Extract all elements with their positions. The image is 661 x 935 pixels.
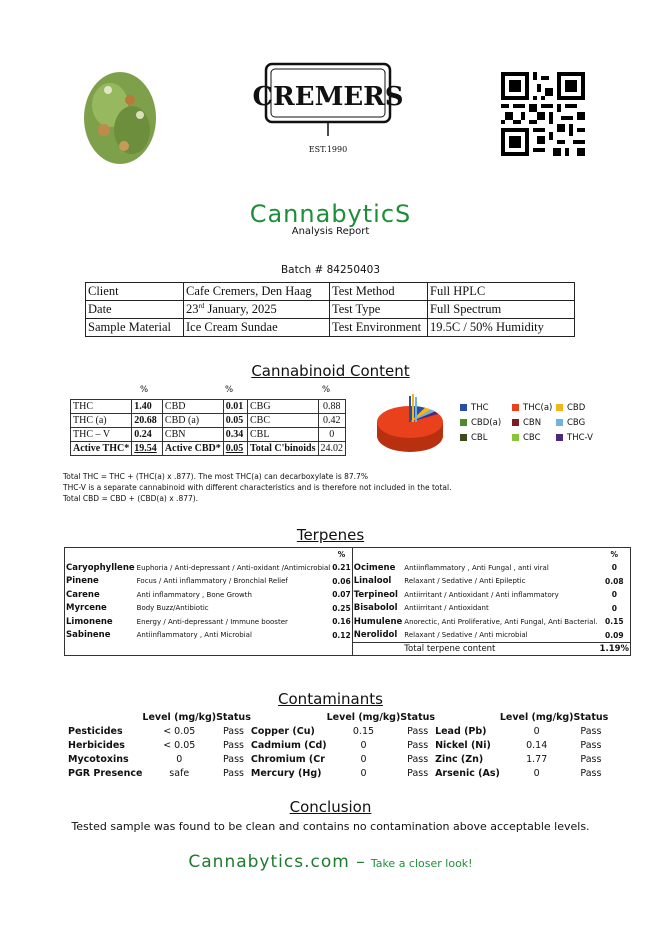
brand-subtitle: Analysis Report <box>291 226 370 237</box>
cb-value: 0 <box>318 428 346 442</box>
contaminant-name: Chromium (Cr <box>250 753 325 765</box>
pct-label: % <box>225 385 234 395</box>
terpene-name: Carene <box>65 588 136 602</box>
terpene-name: Sabinene <box>65 629 136 643</box>
col-header: Status <box>400 711 436 723</box>
table-row <box>65 548 631 562</box>
terpene-effect: Antiinflammatory , Anti Fungal , anti viral <box>404 563 549 572</box>
info-value: Full HPLC <box>428 283 575 301</box>
cb-name: CBC <box>247 414 318 428</box>
terpene-value: 0.06 <box>331 575 352 589</box>
terpene-value: 0.12 <box>331 629 352 643</box>
terpene-name: Terpineol <box>353 589 398 600</box>
info-label: Sample Material <box>86 319 184 337</box>
note-line: THC-V is a separate cannabinoid with different characteristics and is therefore not included in the total. <box>63 483 452 492</box>
legend-item <box>512 418 541 428</box>
legend-item <box>556 433 593 443</box>
terpene-value: 0.16 <box>331 615 352 629</box>
cb-name: Active THC* <box>71 442 132 456</box>
col-header: Status <box>216 711 251 723</box>
contaminant-name: Copper (Cu) <box>250 725 315 737</box>
date-rest: January, 2025 <box>204 302 277 316</box>
table-row <box>68 752 608 766</box>
info-value: Ice Cream Sundae <box>184 319 330 337</box>
info-label: Test Method <box>330 283 428 301</box>
terpene-value: 0 <box>599 588 631 602</box>
note-line: Total CBD = CBD + (CBD(a) x .877). <box>63 494 199 503</box>
table-row <box>86 319 575 337</box>
contaminant-name: Herbicides <box>68 739 125 751</box>
terpene-name: Myrcene <box>65 602 136 616</box>
contaminant-status: Pass <box>407 753 429 765</box>
cb-name: CBN <box>162 428 223 442</box>
cannabinoid-table <box>70 399 346 456</box>
cb-value: 0.05 <box>223 414 247 428</box>
col-header: Level (mg/kg) <box>499 711 574 723</box>
legend-label: CBC <box>523 433 541 443</box>
cannabinoid-heading: Cannabinoid Content <box>251 362 410 380</box>
contaminant-status: Pass <box>580 725 602 737</box>
terpene-value: 0.25 <box>331 602 352 616</box>
terpene-effect: Relaxant / Sedative / Anti Epileptic <box>404 577 526 586</box>
legend-label: THC-V <box>567 433 593 443</box>
contaminants-table <box>68 710 608 780</box>
terpene-effect: Antiinflammatory , Anti Microbial <box>136 631 252 640</box>
terpene-name: Limonene <box>65 615 136 629</box>
contaminant-status: Pass <box>222 739 244 751</box>
table-row <box>65 615 631 629</box>
info-label: Client <box>86 283 184 301</box>
table-row <box>86 283 575 301</box>
terpene-name: Pinene <box>65 575 136 589</box>
legend-label: THC <box>471 403 489 413</box>
legend-item <box>460 433 488 443</box>
cb-value: 0.34 <box>223 428 247 442</box>
terpene-name: Nerolidol <box>353 630 398 640</box>
table-row <box>71 442 346 456</box>
col-header: Level (mg/kg) <box>142 711 217 723</box>
cremers-logo <box>252 60 404 160</box>
legend-item <box>460 418 501 428</box>
contaminant-status: Pass <box>407 767 429 779</box>
table-row <box>65 561 631 575</box>
table-row <box>65 602 631 616</box>
contaminant-level: 0.14 <box>526 739 548 751</box>
terpene-effect: Focus / Anti inflammatory / Bronchial Relief <box>136 577 288 586</box>
cb-name: Active CBD* <box>162 442 223 456</box>
legend-item <box>556 403 585 413</box>
cb-name: THC (a) <box>71 414 132 428</box>
contaminant-level: < 0.05 <box>163 725 196 737</box>
cb-value: 19.54 <box>132 442 163 456</box>
legend-item <box>512 433 541 443</box>
info-value: 19.5C / 50% Humidity <box>428 319 575 337</box>
terpene-value: 0.21 <box>331 561 352 575</box>
legend-swatch <box>556 434 563 441</box>
conclusion-text: Tested sample was found to be clean and contains no contamination above acceptable levels. <box>71 820 590 833</box>
cb-name: THC <box>71 400 132 414</box>
terpene-effect: Anorectic, Anti Proliferative, Anti Fungal, Anti Bacterial. <box>404 617 598 626</box>
terpene-effect: Energy / Anti-depressant / Immune booster <box>136 617 288 626</box>
terpene-name: Bisabolol <box>353 603 398 614</box>
legend-swatch <box>556 404 563 411</box>
contaminant-level: 0 <box>360 767 367 779</box>
contaminant-status: Pass <box>222 767 244 779</box>
table-row <box>65 642 631 656</box>
legend-label: CBL <box>471 433 488 443</box>
cb-value: 0.05 <box>223 442 247 456</box>
info-value: Cafe Cremers, Den Haag <box>184 283 330 301</box>
table-row <box>68 724 608 738</box>
col-header: Status <box>573 711 609 723</box>
total-terpene-label: Total terpene content <box>403 642 598 656</box>
legend-item <box>512 403 552 413</box>
terpene-effect: Anti inflammatory , Bone Growth <box>136 590 252 599</box>
legend-swatch <box>512 419 519 426</box>
cb-name: THC – V <box>71 428 132 442</box>
legend-label: CBD(a) <box>471 418 502 428</box>
legend-swatch <box>460 434 467 441</box>
footer-tagline: Take a closer look! <box>370 857 473 870</box>
cannabis-bud-image <box>80 60 160 170</box>
terpene-effect: Body Buzz/Antibiotic <box>136 604 209 613</box>
legend-label: CBN <box>523 418 542 428</box>
contaminants-heading: Contaminants <box>278 690 383 708</box>
contaminant-level: 0 <box>176 753 183 765</box>
pct-label: % <box>140 385 149 395</box>
logo-wordmark: CREMERS <box>252 82 404 112</box>
info-label: Date <box>86 301 184 319</box>
contaminant-level: 0 <box>533 725 540 737</box>
contaminant-name: Zinc (Zn) <box>435 753 484 765</box>
contaminant-status: Pass <box>222 753 244 765</box>
table-row <box>71 414 346 428</box>
contaminant-level: 1.77 <box>526 753 548 765</box>
legend-label: CBG <box>567 418 586 428</box>
cb-name: CBL <box>247 428 318 442</box>
logo-est: EST.1990 <box>308 145 348 154</box>
table-row <box>65 588 631 602</box>
terpene-name: Caryophyllene <box>66 562 135 573</box>
sample-info-table <box>85 282 575 337</box>
terpene-name: Ocimene <box>353 562 396 573</box>
contaminant-status: Pass <box>222 725 244 737</box>
cb-value: 0.88 <box>318 400 346 414</box>
contaminant-level: 0 <box>533 767 540 779</box>
table-row <box>68 738 608 752</box>
brand-title: CannabyticS <box>249 200 412 228</box>
terpene-effect: Antiirritant / Antioxidant / Anti inflammatory <box>404 590 559 599</box>
table-row <box>71 400 346 414</box>
table-row <box>86 301 575 319</box>
legend-item <box>460 403 489 413</box>
conclusion-heading: Conclusion <box>289 798 372 816</box>
cb-value: 0.24 <box>132 428 163 442</box>
legend-swatch <box>460 419 467 426</box>
contaminant-status: Pass <box>407 739 429 751</box>
contaminant-level: < 0.05 <box>163 739 196 751</box>
contaminant-name: Nickel (Ni) <box>435 739 491 751</box>
contaminant-name: PGR Presence <box>68 767 143 779</box>
note-line: Total THC = THC + (THC(a) x .877). The most THC(a) can decarboxylate is 87.7% <box>63 472 368 481</box>
legend-swatch <box>460 404 467 411</box>
terpene-effect: Antiirritant / Antioxidant <box>404 604 489 613</box>
terpene-name: Humulene <box>353 616 403 627</box>
terpene-value: 0.08 <box>599 575 631 589</box>
cb-value: 1.40 <box>132 400 163 414</box>
contaminant-level: safe <box>169 767 190 779</box>
contaminant-name: Pesticides <box>68 725 123 737</box>
terpene-value: 0.07 <box>331 588 352 602</box>
terpene-value: 0 <box>599 602 631 616</box>
table-row <box>68 766 608 780</box>
pct-label: % <box>331 548 352 562</box>
legend-swatch <box>512 434 519 441</box>
info-value-date <box>184 301 330 319</box>
info-value: Full Spectrum <box>428 301 575 319</box>
qr-code[interactable] <box>501 72 585 156</box>
cb-value: 20.68 <box>132 414 163 428</box>
contaminant-status: Pass <box>580 739 602 751</box>
contaminant-name: Lead (Pb) <box>435 725 487 737</box>
info-label: Test Environment <box>330 319 428 337</box>
cb-name: CBD (a) <box>162 414 223 428</box>
col-header: Level (mg/kg) <box>326 711 401 723</box>
date-day: 23 <box>186 302 199 316</box>
contaminant-name: Mycotoxins <box>68 753 129 765</box>
cb-value: 0.42 <box>318 414 346 428</box>
table-row <box>71 428 346 442</box>
terpene-value: 0.15 <box>599 615 631 629</box>
footer <box>0 852 661 872</box>
info-label: Test Type <box>330 301 428 319</box>
contaminant-status: Pass <box>407 725 429 737</box>
legend-swatch <box>556 419 563 426</box>
cb-value: 24.02 <box>318 442 346 456</box>
terpene-effect: Relaxant / Sedative / Anti microbial <box>404 631 528 639</box>
terpene-value: 0.09 <box>599 629 631 643</box>
contaminant-level: 0 <box>360 753 367 765</box>
pct-label: % <box>599 548 631 562</box>
terpenes-heading: Terpenes <box>296 526 365 544</box>
contaminant-level: 0 <box>360 739 367 751</box>
cb-name: CBD <box>162 400 223 414</box>
cb-name: CBG <box>247 400 318 414</box>
contaminant-name: Mercury (Hg) <box>250 767 322 779</box>
terpene-effect: Euphoria / Anti-depressant / Anti-oxidant /Antimicrobial <box>136 563 331 572</box>
contaminant-status: Pass <box>580 767 602 779</box>
table-header-row <box>68 710 608 724</box>
total-terpene-value: 1.19% <box>599 643 630 654</box>
contaminant-name: Arsenic (As) <box>435 767 500 779</box>
cb-name: Total C'binoids <box>247 442 318 456</box>
legend-swatch <box>512 404 519 411</box>
legend-label: CBD <box>567 403 586 413</box>
cannabinoid-pie-chart <box>375 392 445 460</box>
footer-site-link[interactable]: Cannabytics.com – <box>188 852 366 872</box>
cb-value: 0.01 <box>223 400 247 414</box>
pct-label: % <box>322 385 331 395</box>
terpene-value: 0 <box>599 561 631 575</box>
terpene-name: Linalool <box>353 576 392 587</box>
contaminant-status: Pass <box>580 753 602 765</box>
contaminant-level: 0.15 <box>352 725 375 737</box>
cannabinoid-notes <box>63 471 452 504</box>
legend-item <box>556 418 585 428</box>
table-row <box>65 575 631 589</box>
legend-label: THC(a) <box>523 403 553 413</box>
table-row <box>65 629 631 643</box>
contaminant-name: Cadmium (Cd) <box>250 739 327 751</box>
date-suffix: rd <box>198 301 205 310</box>
terpenes-table <box>64 547 631 656</box>
batch-number: Batch # 84250403 <box>280 264 381 276</box>
